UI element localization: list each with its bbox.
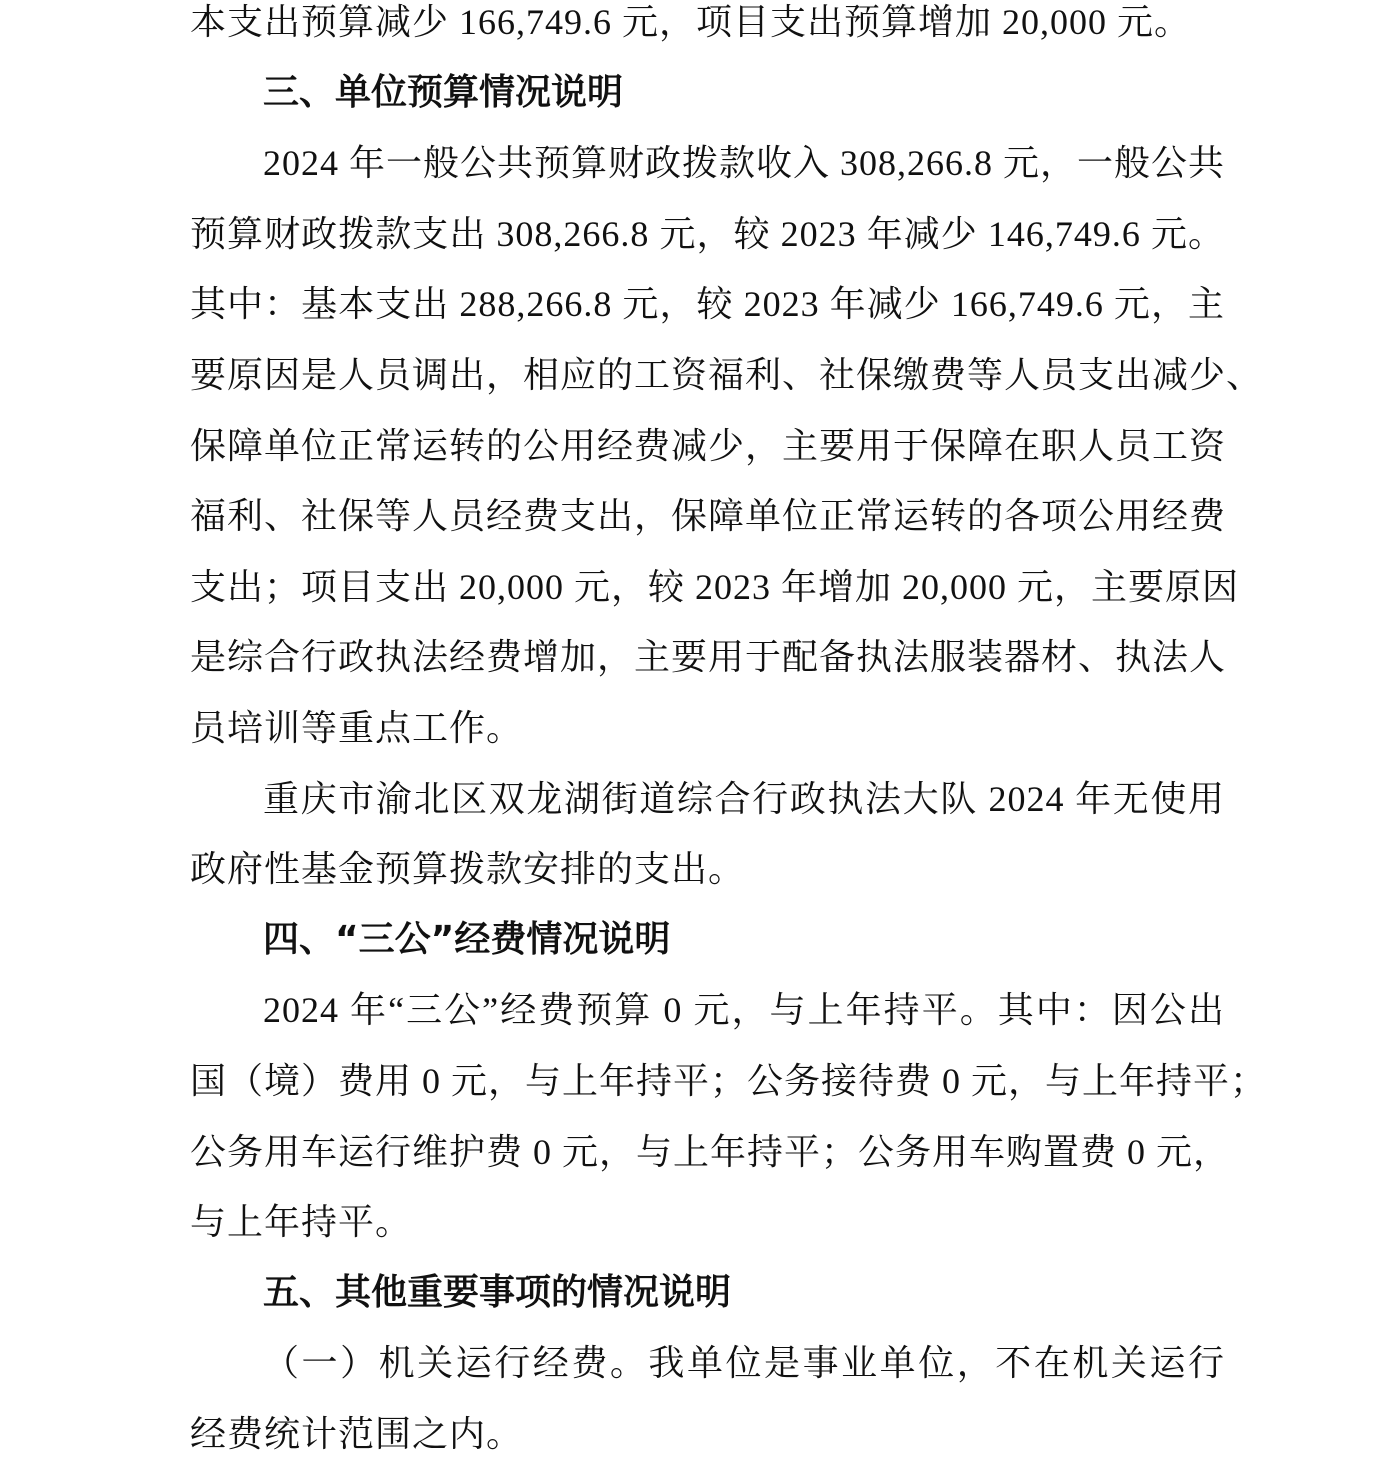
text-line: 经费统计范围之内。 [190,1413,524,1454]
text-line: 公务用车运行维护费 0 元，与上年持平；公务用车购置费 0 元， [190,1131,1231,1172]
text-line: 支出；项目支出 20,000 元，较 2023 年增加 20,000 元，主要原因 [190,566,1240,607]
paragraph [190,975,1268,1257]
text-line: 重庆市渝北区双龙湖街道综合行政执法大队 2024 年无使用 [263,778,1225,819]
text-line: 国（境）费用 0 元，与上年持平；公务接待费 0 元，与上年持平； [190,1060,1268,1101]
text-line: 2024 年“三公”经费预算 0 元，与上年持平。其中：因公出 [263,990,1225,1031]
section-5 [190,1258,1225,1469]
paragraph-continuation [190,0,1225,58]
text-line: 要原因是人员调出，相应的工资福利、社保缴费等人员支出减少、 [190,354,1264,395]
paragraph [190,1328,1225,1469]
section-heading: 三、单位预算情况说明 [263,71,624,113]
section-3 [190,58,1264,905]
paragraph [190,764,1225,905]
section-heading: 四、“三公”经费情况说明 [263,918,671,960]
text-line: 福利、社保等人员经费支出，保障单位正常运转的各项公用经费 [190,496,1227,537]
text-line: 政府性基金预算拨款安排的支出。 [190,849,746,890]
text-line: 预算财政拨款支出 308,266.8 元，较 2023 年减少 146,749.6 元。 [190,213,1225,254]
text-line: 是综合行政执法经费增加，主要用于配备执法服装器材、执法人 [190,637,1227,678]
document-page [190,0,1268,1469]
section-4 [190,905,1268,1258]
text-line: （一）机关运行经费。我单位是事业单位，不在机关运行 [263,1343,1225,1384]
text-line: 保障单位正常运转的公用经费减少，主要用于保障在职人员工资 [190,425,1227,466]
text-line: 与上年持平。 [190,1202,413,1243]
section-heading: 五、其他重要事项的情况说明 [263,1271,732,1313]
text-line: 2024 年一般公共预算财政拨款收入 308,266.8 元，一般公共 [263,143,1226,184]
text-line: 其中：基本支出 288,266.8 元，较 2023 年减少 166,749.6 元，主 [190,284,1225,325]
text-line: 本支出预算减少 166,749.6 元，项目支出预算增加 20,000 元。 [190,2,1192,42]
text-line: 员培训等重点工作。 [190,707,524,748]
paragraph [190,128,1264,763]
